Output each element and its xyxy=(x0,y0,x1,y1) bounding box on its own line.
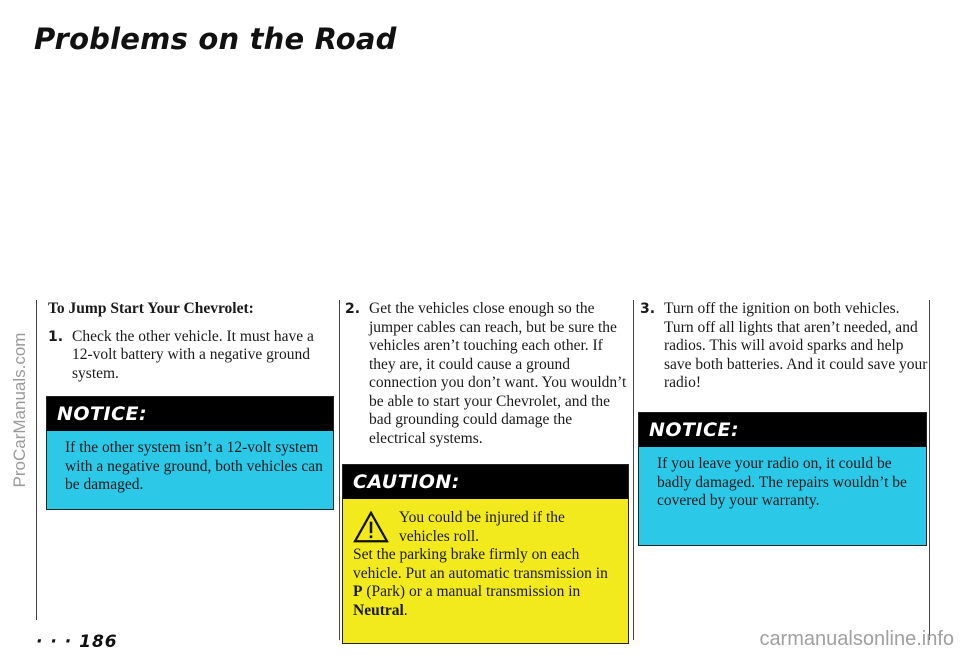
notice-header: NOTICE: xyxy=(639,413,926,447)
caution-lead-text: You could be injured if the vehicles roll. xyxy=(399,509,565,545)
neutral-label: Neutral xyxy=(353,601,404,619)
park-label: P xyxy=(353,583,363,600)
column-2 xyxy=(345,300,627,448)
step-text: Get the vehicles close enough so the jumper cables can reach, but be sure the vehicles aren’t touching each other. If they are, it could cause a ground connection you don’t want. You wouldn’t be able to start your Chevrolet, and the bad grounding could damage the electrical systems. xyxy=(369,300,627,447)
caution-body xyxy=(343,499,628,643)
step-1 xyxy=(48,328,328,384)
caution-panel xyxy=(342,464,629,644)
step-number: 3. xyxy=(640,301,656,317)
column-3 xyxy=(640,300,930,393)
warning-triangle-icon xyxy=(353,511,389,543)
page-number: · · · 186 xyxy=(36,632,118,652)
bottom-watermark: carmanualsonline.info xyxy=(759,628,954,650)
left-margin-rule xyxy=(36,300,37,620)
side-watermark: ProCarManuals.com xyxy=(10,332,29,488)
step-text: Check the other vehicle. It must have a 12-volt battery with a negative ground system. xyxy=(72,327,314,382)
column-divider-1 xyxy=(339,300,340,640)
caution-lead xyxy=(353,509,616,546)
step-number: 2. xyxy=(345,301,361,317)
notice-header: NOTICE: xyxy=(47,397,333,431)
notice-text: If the other system isn’t a 12-volt system with a negative ground, both vehicles can be damaged. xyxy=(47,431,333,509)
step-number: 1. xyxy=(48,328,64,345)
section-heading: To Jump Start Your Chevrolet: xyxy=(48,300,254,317)
step-3 xyxy=(640,300,930,393)
column-divider-2 xyxy=(633,300,634,640)
caution-text-end: . xyxy=(403,601,408,619)
notice-text: If you leave your radio on, it could be badly damaged. The repairs wouldn’t be covered by your warranty. xyxy=(639,447,926,545)
step-text: Turn off the ignition on both vehicles. Turn off all lights that aren’t needed, and radios. This will avoid sparks and help save both batteries. And it could save your radio! xyxy=(664,300,928,391)
caution-text-1: Set the parking brake firmly on each vehicle. Put an automatic transmission in xyxy=(353,546,608,582)
page-title: Problems on the Road xyxy=(34,22,397,56)
notice-panel-2 xyxy=(638,412,927,546)
column-1 xyxy=(48,300,328,383)
caution-text-2: (Park) or a manual transmission in xyxy=(362,583,581,600)
step-2 xyxy=(345,300,627,448)
caution-header: CAUTION: xyxy=(343,465,628,499)
notice-panel-1 xyxy=(46,396,334,510)
